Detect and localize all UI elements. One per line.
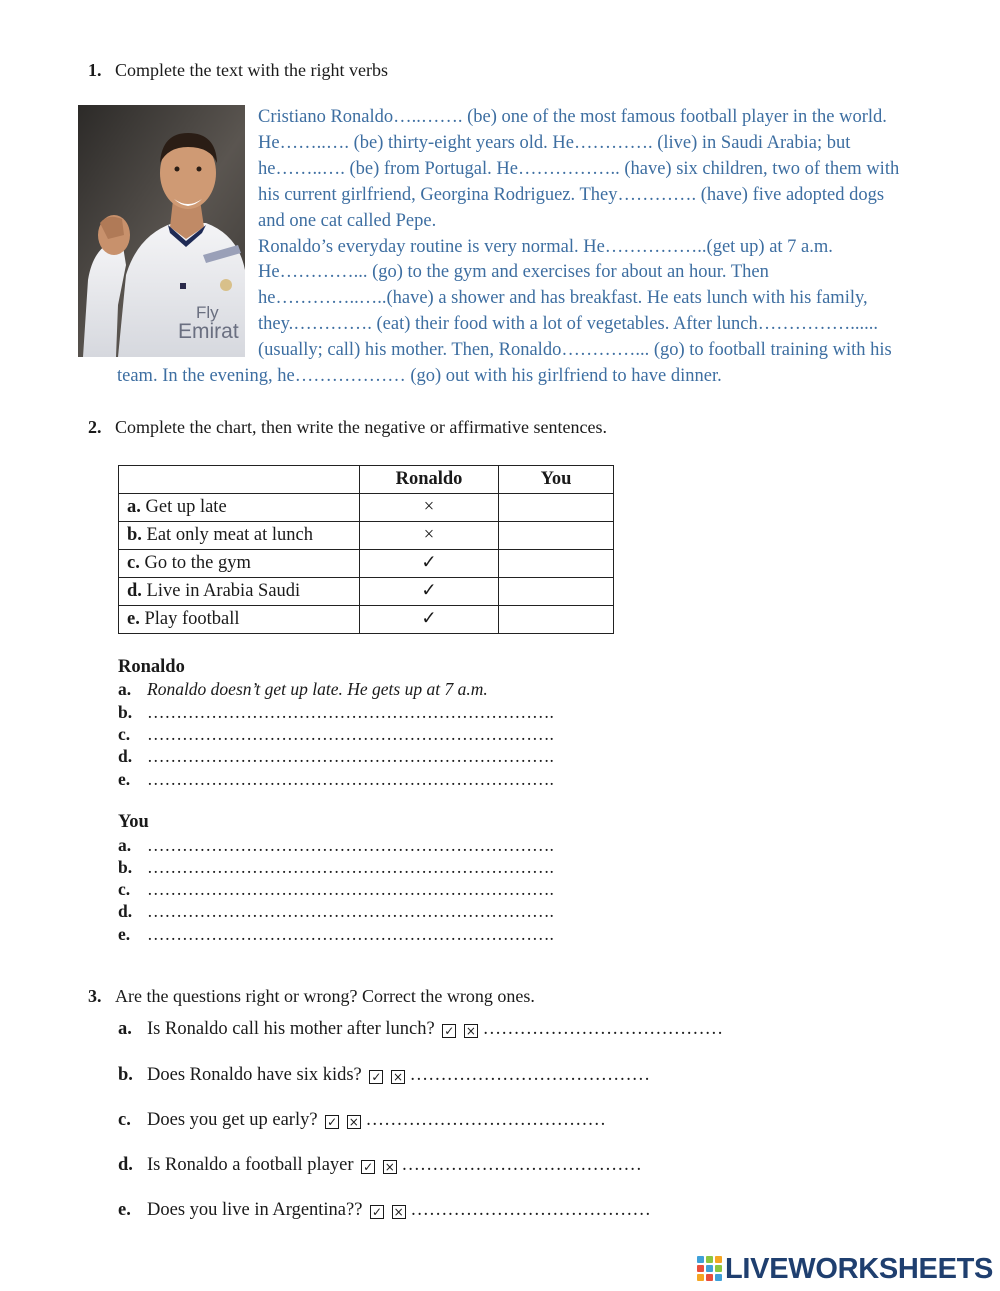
correction-blank[interactable]: ………………………………… [365,1110,606,1130]
reading-line: he…………..…..(have) a shower and has breakfast. He eats lunch with his family, [258,288,868,308]
question-text: Is Ronaldo a football player [147,1155,354,1175]
question-letter: c. [118,1110,131,1130]
answer-blank[interactable]: ……………………………………………………………. [147,724,554,744]
question-row [118,1065,650,1086]
answer-blank[interactable]: ……………………………………………………………. [147,924,554,944]
line-letter: c. [118,879,131,899]
chart-row [119,494,614,522]
line-letter: c. [118,724,131,744]
question-text: Does you get up early? [147,1110,318,1130]
correction-blank[interactable]: ………………………………… [410,1200,651,1220]
answer-blank[interactable]: ……………………………………………………………. [147,702,554,722]
chart-row [119,522,614,550]
chart-header-row [119,466,614,494]
chart-you-cell[interactable] [499,606,614,634]
question-text: Does you live in Argentina?? [147,1200,363,1220]
answer-blank[interactable]: ……………………………………………………………. [147,901,554,921]
answer-blank[interactable]: ……………………………………………………………. [147,857,554,877]
section1-title: Complete the text with the right verbs [115,60,388,80]
correction-blank[interactable]: ………………………………… [401,1155,642,1175]
answer-blank[interactable]: ……………………………………………………………. [147,835,554,855]
row-letter: b. [127,525,142,545]
line-letter: d. [118,901,133,921]
wrong-checkbox[interactable]: × [393,1070,404,1084]
line-letter: a. [118,835,132,855]
chart-activity-cell [119,522,360,550]
reading-line: Cristiano Ronaldo…..……. (be) one of the most famous football player in the world. [258,107,887,127]
line-letter: b. [118,702,133,722]
ronaldo-answer-line[interactable] [118,724,554,745]
reading-line: and one cat called Pepe. [258,211,437,231]
question-letter: d. [118,1155,133,1175]
section2-heading [88,417,607,438]
line-letter: e. [118,924,131,944]
question-row [118,1110,606,1131]
row-activity: Eat only meat at lunch [146,525,313,545]
chart-ronaldo-cell: ✓ [360,606,499,634]
right-checkbox[interactable]: ✓ [444,1024,455,1038]
shirt-fly-text: Fly [196,303,219,322]
reading-line: (usually; call) his mother. Then, Ronaldo…………... (go) to football training with his [258,340,892,360]
you-answer-line[interactable] [118,879,554,900]
correction-blank[interactable]: ………………………………… [409,1065,651,1085]
chart-ronaldo-cell: ✓ [360,578,499,606]
section3-title: Are the questions right or wrong? Correct the wrong ones. [115,986,535,1006]
ronaldo-photo [78,105,245,357]
section2-title: Complete the chart, then write the negative or affirmative sentences. [115,417,607,437]
chart-ronaldo-cell: × [360,522,499,550]
question-row [118,1200,651,1221]
answer-blank[interactable]: ……………………………………………………………. [147,879,554,899]
question-row [118,1155,642,1176]
section3-number: 3. [88,986,102,1006]
reading-line: He……..…. (be) thirty-eight years old. He…………. (live) in Saudi Arabia; but [258,133,851,153]
answer-blank[interactable]: ……………………………………………………………. [147,746,554,766]
chart-row [119,606,614,634]
reading-line: he……..…. (be) from Portugal. He…………….. (have) six children, two of them with [258,159,900,179]
line-letter: e. [118,769,131,789]
correction-blank[interactable]: ………………………………… [482,1019,724,1039]
section1-heading [88,60,388,81]
chart-you-cell[interactable] [499,550,614,578]
you-answer-line[interactable] [118,857,554,878]
you-subheading: You [118,812,149,832]
wrong-checkbox[interactable]: × [384,1160,395,1174]
question-letter: b. [118,1065,133,1085]
wrong-checkbox[interactable]: × [393,1205,404,1219]
answer-blank[interactable]: ……………………………………………………………. [147,769,554,789]
question-text: Does Ronaldo have six kids? [147,1065,362,1085]
line-letter: a. [118,679,132,699]
section2-number: 2. [88,417,102,437]
chart-activity-cell [119,550,360,578]
chart-ronaldo-cell: ✓ [360,550,499,578]
chart-activity-cell [119,578,360,606]
row-letter: e. [127,609,140,629]
chart-header-blank [119,466,360,494]
you-answer-line[interactable] [118,901,554,922]
ronaldo-answer-line[interactable] [118,702,554,723]
question-letter: e. [118,1200,131,1220]
example-sentence: Ronaldo doesn’t get up late. He gets up at 7 a.m. [147,679,488,699]
section1-number: 1. [88,60,102,80]
ronaldo-answer-line [118,679,488,700]
line-letter: b. [118,857,133,877]
row-letter: d. [127,581,142,601]
section3-heading [88,986,535,1007]
ronaldo-subheading: Ronaldo [118,657,185,677]
row-activity: Go to the gym [144,553,251,573]
question-letter: a. [118,1019,132,1039]
you-answer-line[interactable] [118,835,554,856]
row-letter: c. [127,553,140,573]
chart-you-cell[interactable] [499,578,614,606]
chart-row [119,550,614,578]
line-letter: d. [118,746,133,766]
logo-text: LIVEWORKSHEETS [725,1253,994,1285]
routine-chart [118,465,614,634]
row-activity: Live in Arabia Saudi [146,581,301,601]
chart-activity-cell [119,494,360,522]
right-checkbox[interactable]: ✓ [327,1115,338,1129]
chart-row [119,578,614,606]
chart-activity-cell [119,606,360,634]
chart-ronaldo-cell: × [360,494,499,522]
right-checkbox[interactable]: ✓ [371,1070,382,1084]
row-letter: a. [127,497,141,517]
wrong-checkbox[interactable]: × [465,1024,476,1038]
wrong-checkbox[interactable]: × [348,1115,359,1129]
you-answer-line[interactable] [118,924,554,945]
reading-line: Ronaldo’s everyday routine is very normal. He……………..(get up) at 7 a.m. [258,237,833,257]
chart-header-you: You [499,466,614,494]
row-activity: Get up late [145,497,227,517]
shirt-emirates-text: Emirat [178,320,239,343]
reading-line: team. In the evening, he……………… (go) out with his girlfriend to have dinner. [117,366,722,386]
chart-header-ronaldo: Ronaldo [360,466,499,494]
right-checkbox[interactable]: ✓ [372,1205,383,1219]
question-row [118,1019,723,1040]
reading-line: his current girlfriend, Georgina Rodriguez. They…………. (have) five adopted dogs [258,185,885,205]
chart-you-cell[interactable] [499,494,614,522]
ronaldo-photo-illustration [78,105,245,357]
ronaldo-answer-line[interactable] [118,746,554,767]
row-activity: Play football [144,609,240,629]
right-checkbox[interactable]: ✓ [363,1160,374,1174]
question-text: Is Ronaldo call his mother after lunch? [147,1019,435,1039]
reading-line: they.…………. (eat) their food with a lot of vegetables. After lunch……………...... [258,314,878,334]
reading-line: He…………... (go) to the gym and exercises for about an hour. Then [258,262,769,282]
ronaldo-answer-line[interactable] [118,769,554,790]
chart-you-cell[interactable] [499,522,614,550]
